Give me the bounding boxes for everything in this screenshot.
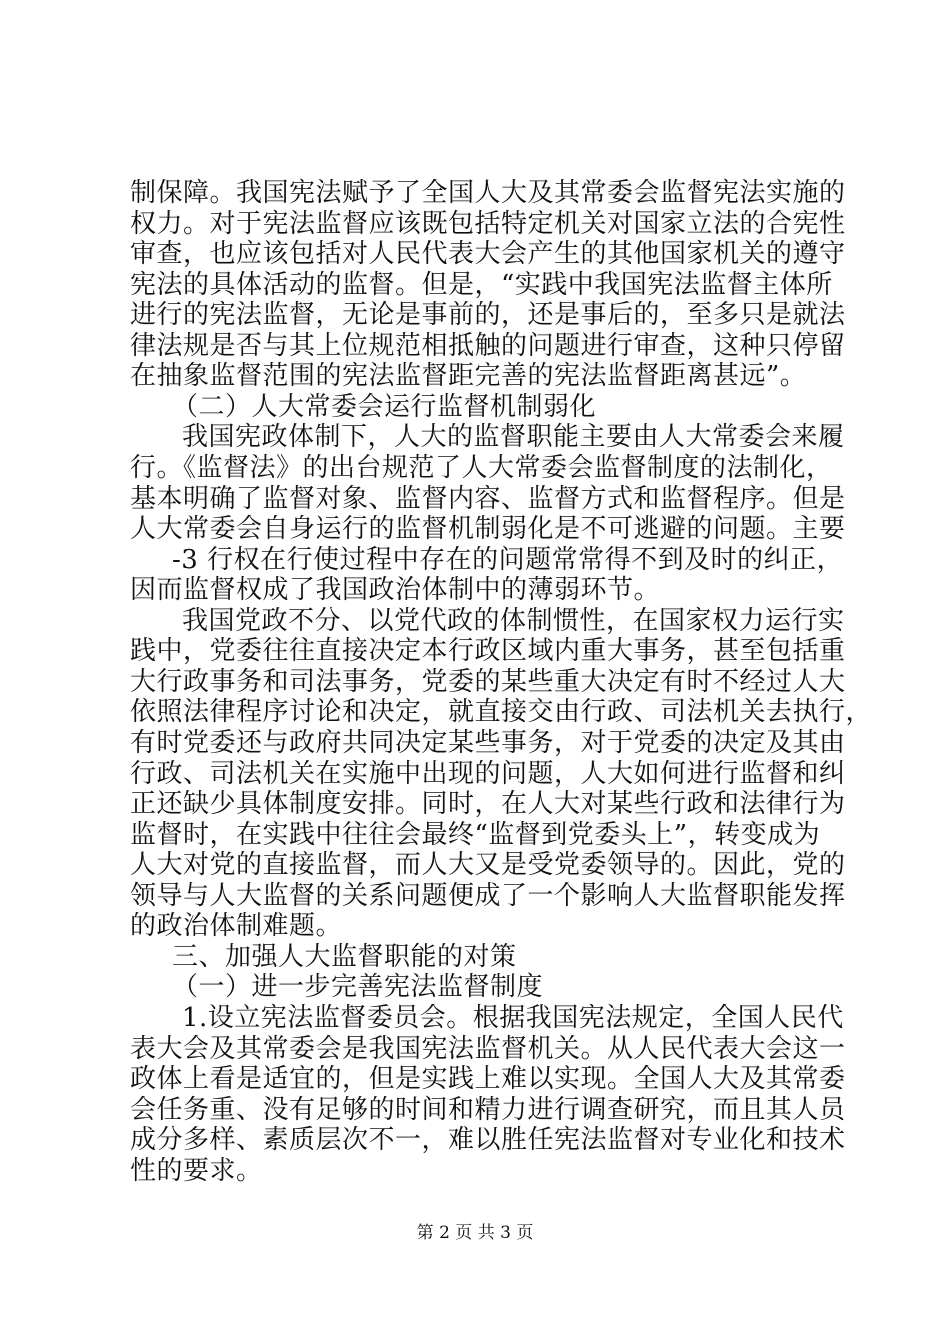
body-text-line: 人大对党的直接监督，而人大又是受党委领导的。因此，党的 (130, 850, 846, 880)
body-text-line: 1.设立宪法监督委员会。根据我国宪法规定，全国人民代 (182, 1003, 844, 1033)
body-text-line: 大行政事务和司法事务，党委的某些重大决定有时不经过人大 (130, 667, 846, 697)
body-text-line: 审查，也应该包括对人民代表大会产生的其他国家机关的遵守 (130, 239, 846, 269)
body-text-line: 行。《监督法》的出台规范了人大常委会监督制度的法制化， (130, 453, 833, 483)
body-text-line: 正还缺少具体制度安排。同时，在人大对某些行政和法律行为 (130, 789, 846, 819)
body-text-line: 进行的宪法监督，无论是事前的，还是事后的，至多只是就法 (130, 300, 846, 330)
body-text-line: 表大会及其常委会是我国宪法监督机关。从人民代表大会这一 (130, 1034, 846, 1064)
body-text-line: 我国宪政体制下，人大的监督职能主要由人大常委会来履 (182, 422, 845, 452)
body-text-line: 成分多样、素质层次不一，难以胜任宪法监督对专业化和技术 (130, 1125, 846, 1155)
body-text-line: 会任务重、没有足够的时间和精力进行调查研究，而且其人员 (130, 1095, 846, 1125)
body-text-line: 领导与人大监督的关系问题便成了一个影响人大监督职能发挥 (130, 881, 846, 911)
body-text-line: 权力。对于宪法监督应该既包括特定机关对国家立法的合宪性 (130, 209, 846, 239)
body-text-line: 在抽象监督范围的宪法监督距完善的宪法监督距离甚远”。 (130, 361, 807, 391)
body-text-line: 有时党委还与政府共同决定某些事务，对于党委的决定及其由 (130, 728, 846, 758)
section-heading: 三、加强人大监督职能的对策 (172, 942, 517, 972)
page-number-footer: 第 2 页 共 3 页 (416, 1223, 534, 1243)
body-text-line: 因而监督权成了我国政治体制中的薄弱环节。 (130, 575, 661, 605)
body-text-line: 基本明确了监督对象、监督内容、监督方式和监督程序。但是 (130, 484, 846, 514)
body-text-line: 人大常委会自身运行的监督机制弱化是不可逃避的问题。主要 (130, 514, 846, 544)
body-text-line: -3 行权在行使过程中存在的问题常常得不到及时的纠正， (172, 545, 844, 575)
body-text-line: 政体上看是适宜的，但是实践上难以实现。全国人大及其常委 (130, 1064, 846, 1094)
body-text-line: 依照法律程序讨论和决定，就直接交由行政、司法机关去执行， (130, 697, 873, 727)
body-text-line: 监督时，在实践中往往会最终“监督到党委头上”，转变成为 (130, 820, 821, 850)
body-text-line: 行政、司法机关在实施中出现的问题，人大如何进行监督和纠 (130, 759, 846, 789)
body-text-line: 性的要求。 (130, 1156, 263, 1186)
body-text-line: 宪法的具体活动的监督。但是，“实践中我国宪法监督主体所 (130, 270, 833, 300)
subsection-heading: （一）进一步完善宪法监督制度 (172, 972, 544, 1002)
body-text-line: 的政治体制难题。 (130, 911, 343, 941)
body-text-line: 律法规是否与其上位规范相抵触的问题进行审查，这种只停留 (130, 331, 846, 361)
body-text-line: 制保障。我国宪法赋予了全国人大及其常委会监督宪法实施的 (130, 178, 846, 208)
section-heading: （二）人大常委会运行监督机制弱化 (172, 392, 597, 422)
body-text-line: 我国党政不分、以党代政的体制惯性，在国家权力运行实 (182, 606, 845, 636)
body-text-line: 践中，党委往往直接决定本行政区域内重大事务，甚至包括重 (130, 636, 846, 666)
